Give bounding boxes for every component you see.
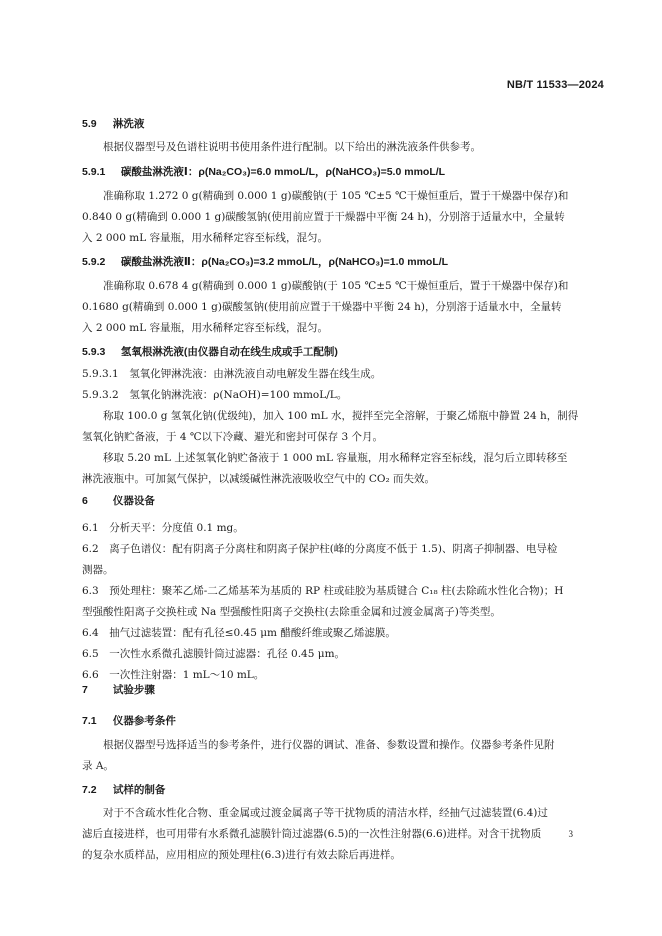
section-5-9-1-heading (82, 164, 445, 179)
section-5-9-2-heading (82, 254, 448, 269)
section-title: 氢氧根淋洗液(由仪器自动在线生成或手工配制) (120, 346, 338, 358)
paragraph-line: 对于不含疏水性化合物、重金属或过渡金属离子等干扰物质的清洁水样，经抽气过滤装置(6.4)过 (103, 807, 548, 819)
list-item: 型强酸性阳离子交换柱或 Na 型强酸性阳离子交换柱(去除重金属和过渡金属离子)等类型。 (82, 606, 501, 618)
section-5-9-3-body (82, 406, 602, 490)
list-item: 6.6 一次性注射器：1 mL～10 mL。 (82, 669, 265, 681)
section-6-heading (82, 493, 155, 508)
paragraph-line: 0.1680 g(精确到 0.000 1 g)碳酸氢钠(使用前应置于干燥器中平衡 24 h)，分别溶于适量水中，全量转 (82, 301, 562, 313)
section-number: 7.1 (82, 715, 97, 727)
list-item: 测器。 (82, 564, 114, 576)
section-number: 5.9.2 (82, 256, 106, 268)
section-7-2-body (82, 803, 602, 866)
section-title: 试样的制备 (112, 784, 166, 796)
paragraph-line: 准确称取 0.678 4 g(精确到 0.000 1 g)碳酸钠(于 105 ℃±5 ℃干燥恒重后，置于干燥器中保存)和 (103, 280, 569, 292)
paragraph-line: 移取 5.20 mL 上述氢氧化钠贮备液于 1 000 mL 容量瓶，用水稀释定容至标线，混匀后立即转移至 (103, 452, 568, 464)
standard-code: NB/T 11533—2024 (506, 79, 604, 91)
section-title: 碳酸盐淋洗液Ⅰ：ρ(Na₂CO₃)=6.0 mmoL/L，ρ(NaHCO₃)=5.0 mmoL/L (120, 166, 446, 178)
paragraph-line: 称取 100.0 g 氢氧化钠(优级纯)，加入 100 mL 水，搅拌至完全溶解，于聚乙烯瓶中静置 24 h，制得 (103, 410, 579, 422)
paragraph-line: 氢氧化钠贮备液，于 4 ℃以下冷藏、避光和密封可保存 3 个月。 (82, 431, 383, 443)
section-number: 7 (82, 684, 88, 696)
paragraph-line: 入 2 000 mL 容量瓶，用水稀释定容至标线，混匀。 (82, 232, 329, 244)
section-5-9-intro: 根据仪器型号及色谱柱说明书使用条件进行配制。以下给出的淋洗液条件供参考。 (103, 141, 481, 153)
section-7-1-body (82, 735, 602, 777)
section-number: 6 (82, 495, 88, 507)
list-item: 6.4 抽气过滤装置：配有孔径≤0.45 μm 醋酸纤维或聚乙烯滤膜。 (82, 627, 396, 639)
page-number: 3 (568, 829, 573, 839)
section-title: 仪器设备 (112, 495, 155, 507)
list-item: 6.1 分析天平：分度值 0.1 mg。 (82, 522, 244, 534)
item-5-9-3-1: 5.9.3.1 氢氧化钾淋洗液：由淋洗液自动电解发生器在线生成。 (82, 368, 382, 380)
section-title: 淋洗液 (112, 118, 145, 130)
paragraph-line: 滤后直接进样，也可用带有水系微孔滤膜针筒过滤器(6.5)的一次性注射器(6.6)进样。对含干扰物质 (82, 828, 542, 840)
section-title: 试验步骤 (112, 684, 155, 696)
section-7-1-heading (82, 713, 176, 728)
paragraph-line: 入 2 000 mL 容量瓶，用水稀释定容至标线，混匀。 (82, 322, 329, 334)
list-item: 6.3 预处理柱：聚苯乙烯-二乙烯基苯为基质的 RP 柱或硅胶为基质键合 C₁₈ 柱(去除疏水性化合物)；H (82, 585, 564, 597)
section-5-9-1-body (82, 186, 602, 249)
section-6-list (82, 518, 602, 686)
section-number: 5.9 (82, 118, 97, 130)
paragraph-line: 的复杂水质样品，应用相应的预处理柱(6.3)进行有效去除后再进样。 (82, 849, 401, 861)
section-number: 5.9.3 (82, 346, 106, 358)
section-title: 仪器参考条件 (112, 715, 176, 727)
paragraph-line: 根据仪器型号选择适当的参考条件，进行仪器的调试、准备、参数设置和操作。仪器参考条件见附 (103, 739, 555, 751)
paragraph-line: 录 A。 (82, 760, 114, 772)
section-number: 5.9.1 (82, 166, 106, 178)
paragraph-line: 0.840 0 g(精确到 0.000 1 g)碳酸氢钠(使用前应置于干燥器中平衡 24 h)，分别溶于适量水中，全量转 (82, 211, 565, 223)
paragraph-line: 淋洗液瓶中。可加氮气保护，以减缓碱性淋洗液吸收空气中的 CO₂ 而失效。 (82, 473, 436, 485)
section-5-9-3-heading (82, 344, 338, 359)
section-7-2-heading (82, 782, 165, 797)
list-item: 6.2 离子色谱仪：配有阴离子分离柱和阴离子保护柱(峰的分离度不低于 1.5)、阴离子抑制器、电导检 (82, 543, 558, 555)
section-number: 7.2 (82, 784, 97, 796)
item-5-9-3-2: 5.9.3.2 氢氧化钠淋洗液：ρ(NaOH)=100 mmoL/L。 (82, 389, 348, 401)
paragraph-line: 准确称取 1.272 0 g(精确到 0.000 1 g)碳酸钠(于 105 ℃±5 ℃干燥恒重后，置于干燥器中保存)和 (103, 190, 569, 202)
section-7-heading (82, 682, 155, 697)
list-item: 6.5 一次性水系微孔滤膜针筒过滤器：孔径 0.45 μm。 (82, 648, 346, 660)
section-title: 碳酸盐淋洗液Ⅱ：ρ(Na₂CO₃)=3.2 mmoL/L，ρ(NaHCO₃)=1.0 mmoL/L (120, 256, 449, 268)
section-5-9-heading (82, 116, 144, 131)
section-5-9-2-body (82, 276, 602, 339)
